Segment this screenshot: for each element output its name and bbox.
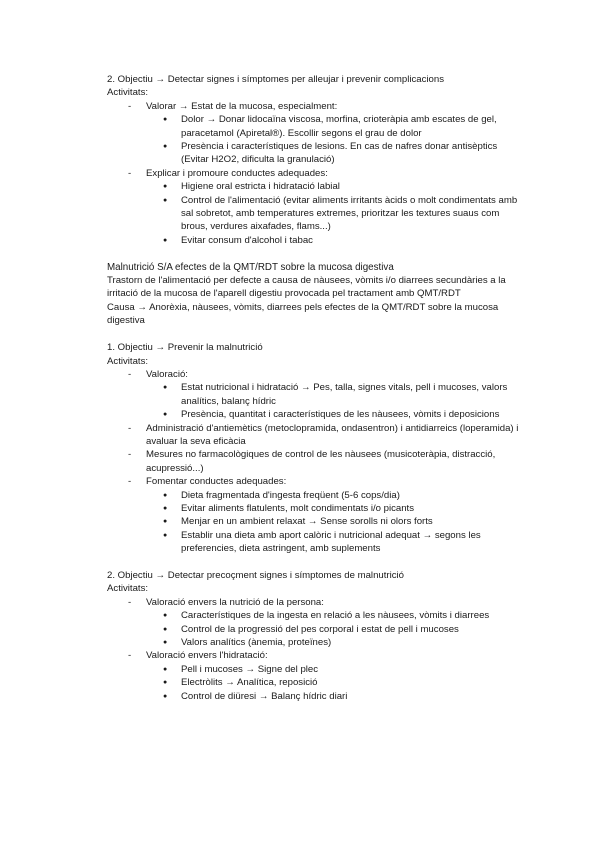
list-item-label: - Explicar i promoure conductes adequades: [146, 167, 328, 179]
bullet-item: ● Control de la progressió del pes corporal i estat de pell i mucoses [107, 623, 527, 636]
activities-label: Activitats: [107, 583, 149, 595]
bullet-item: ● Higiene oral estricta i hidratació labial [107, 180, 527, 193]
bullet-item: ● Evitar aliments flatulents, molt condimentats i/o picants [107, 502, 527, 515]
list-item [107, 649, 527, 662]
diagnosis-cause: Causa → Anorèxia, nàusees, vòmits, diarrees pels efectes de la QMT/RDT sobre la mucosa digestiva [107, 301, 499, 327]
objective-heading-3: 2. Objectiu → Detectar precoçment signes i símptomes de malnutrició [107, 569, 404, 581]
objective-heading-2: 1. Objectiu → Prevenir la malnutrició [107, 342, 263, 354]
bullet-item: ● Dolor → Donar lidocaïna viscosa, morfina, crioteràpia amb escates de gel, paracetamol (Apiretal®). Escollir segons el grau de dolor [107, 113, 527, 140]
list-item-label: - Valoració envers la nutrició de la persona: [146, 596, 324, 608]
list-item [107, 368, 527, 381]
diagnosis-text: Trastorn de l'alimentació per defecte a causa de nàusees, vòmits i/o diarrees secundàries a la irritació de la mucosa de l'aparell digestiu provocada pel tractament amb QMT/RDT [107, 275, 506, 300]
list-item-label: - Fomentar conductes adequades: [146, 476, 287, 488]
bullet-item: ● Valors analítics (ànemia, proteïnes) [107, 636, 527, 649]
list-item: - Administració d'antiemètics (metoclopramida, ondasentron) i antidiarreics (loperamida) i avaluar la seva eficàcia [107, 422, 527, 449]
bullet-item: ● Pell i mucoses → Signe del plec [107, 663, 527, 676]
bullet-item: ● Control de diüresi → Balanç hídric diari [107, 690, 527, 703]
list-item [107, 100, 527, 113]
list-item [107, 475, 527, 488]
activities-label: Activitats: [107, 355, 149, 367]
bullet-item: ● Característiques de la ingesta en relació a les nàusees, vòmits i diarrees [107, 609, 527, 622]
document-page [107, 73, 527, 703]
list-item-label: - Valoració: [146, 368, 188, 380]
list-item: - Mesures no farmacològiques de control de les nàusees (musicoteràpia, distracció, acupressió...) [107, 448, 527, 475]
list-item-label: - Valoració envers l'hidratació: [146, 650, 268, 662]
bullet-item: ● Presència, quantitat i característiques de les nàusees, vòmits i deposicions [107, 408, 527, 421]
list-item [107, 596, 527, 609]
list-item-label: - Valorar → Estat de la mucosa, especialment: [146, 100, 338, 112]
list-item [107, 167, 527, 180]
activities-label: Activitats: [107, 87, 149, 99]
bullet-item: ● Estat nutricional i hidratació → Pes, talla, signes vitals, pell i mucoses, valors analítics, balanç hídric [107, 381, 527, 408]
bullet-item: ● Establir una dieta amb aport calòric i nutricional adequat → segons les preferencies, dieta astringent, amb suplements [107, 529, 527, 556]
bullet-item: ● Control de l'alimentació (evitar aliments irritants àcids o molt condimentats amb sal sobretot, amb temperatures extremes, prioritzar les textures suaus com brous, verdures aixafades, flams...) [107, 194, 527, 234]
bullet-item: ● Dieta fragmentada d'ingesta freqüent (5-6 cops/dia) [107, 489, 527, 502]
objective-heading-1: 2. Objectiu → Detectar signes i símptomes per alleujar i prevenir complicacions [107, 74, 444, 85]
bullet-item: ● Presència i característiques de lesions. En cas de nafres donar antisèptics (Evitar H2O2, dificulta la granulació) [107, 140, 527, 167]
diagnosis-title: Malnutrició S/A efectes de la QMT/RDT sobre la mucosa digestiva [107, 261, 394, 273]
bullet-item: ● Menjar en un ambient relaxat → Sense sorolls ni olors forts [107, 515, 527, 528]
bullet-item: ● Evitar consum d'alcohol i tabac [107, 234, 527, 247]
bullet-item: ● Electròlits → Analítica, reposició [107, 676, 527, 689]
